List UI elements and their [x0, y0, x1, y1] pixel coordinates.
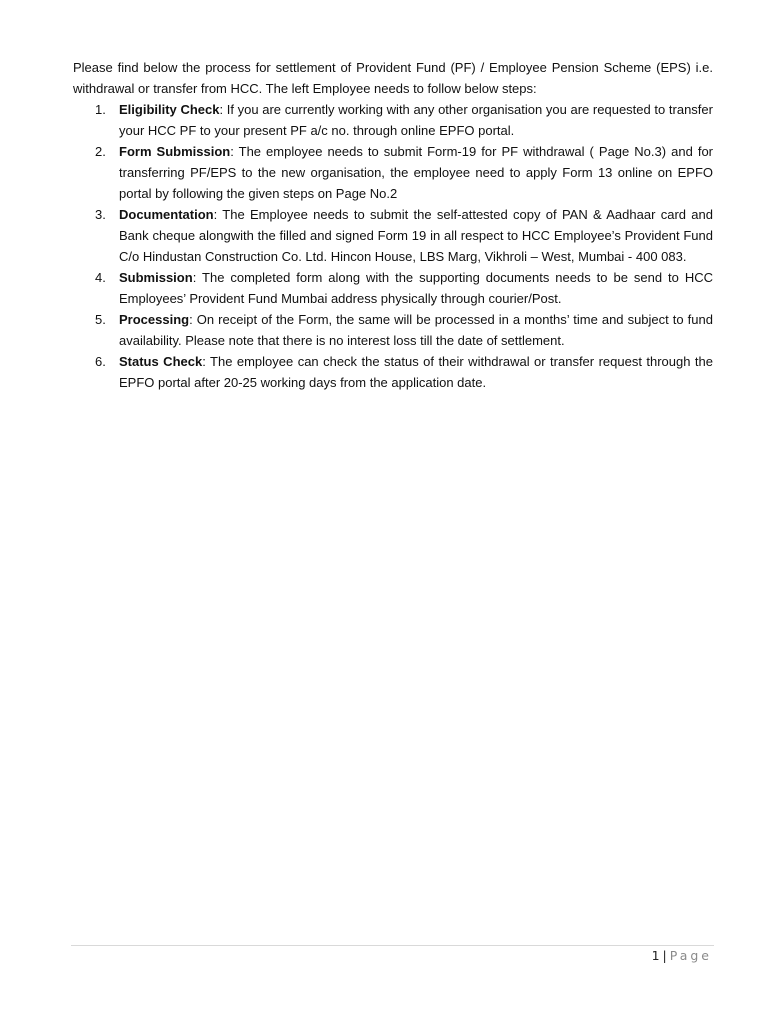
step-text: : The completed form along with the supporting documents needs to be send to HCC Employees’ Provident Fund Mumbai address physically through courier/Post. — [119, 270, 713, 306]
step-item — [73, 351, 713, 393]
step-number: 5. — [95, 312, 106, 327]
page-number: 1 — [651, 948, 660, 963]
step-number: 6. — [95, 354, 106, 369]
step-text: : The employee needs to submit Form-19 for PF withdrawal ( Page No.3) and for transferring PF/EPS to the new organisation, the employee need to apply Form 13 online on EPFO portal by following the given steps on Page No.2 — [119, 144, 713, 201]
page-footer — [652, 947, 712, 965]
step-text: : The Employee needs to submit the self-attested copy of PAN & Aadhaar card and Bank cheque alongwith the filled and signed Form 19 in all respect to HCC Employee’s Provident Fund C/o Hindustan Construction Co. Ltd. Hincon House, LBS Marg, Vikhroli – West, Mumbai - 400 083. — [119, 207, 713, 264]
step-number: 4. — [95, 270, 106, 285]
step-title: Status Check — [119, 354, 203, 369]
page-label: Page — [669, 948, 712, 963]
step-text: : The employee can check the status of their withdrawal or transfer request through the EPFO portal after 20-25 working days from the application date. — [119, 354, 713, 390]
step-item — [73, 267, 713, 309]
step-item — [73, 204, 713, 267]
step-title: Form Submission — [119, 144, 231, 159]
step-text: : If you are currently working with any other organisation you are requested to transfer your HCC PF to your present PF a/c no. through online EPFO portal. — [119, 102, 713, 138]
footer-separator: | — [662, 948, 667, 963]
steps-list — [73, 99, 713, 393]
step-number: 3. — [95, 207, 106, 222]
step-title: Documentation — [119, 207, 214, 222]
step-item — [73, 99, 713, 141]
document-body — [73, 57, 713, 393]
step-number: 2. — [95, 144, 106, 159]
step-number: 1. — [95, 102, 106, 117]
step-title: Submission — [119, 270, 193, 285]
step-title: Processing — [119, 312, 190, 327]
footer-divider — [71, 945, 714, 946]
step-title: Eligibility Check — [119, 102, 220, 117]
step-item — [73, 141, 713, 204]
step-text: : On receipt of the Form, the same will be processed in a months’ time and subject to fund availability. Please note that there is no interest loss till the date of settlement. — [119, 312, 713, 348]
intro-paragraph: Please find below the process for settlement of Provident Fund (PF) / Employee Pension Scheme (EPS) i.e. withdrawal or transfer from HCC. The left Employee needs to follow below steps: — [73, 60, 713, 96]
step-item — [73, 309, 713, 351]
